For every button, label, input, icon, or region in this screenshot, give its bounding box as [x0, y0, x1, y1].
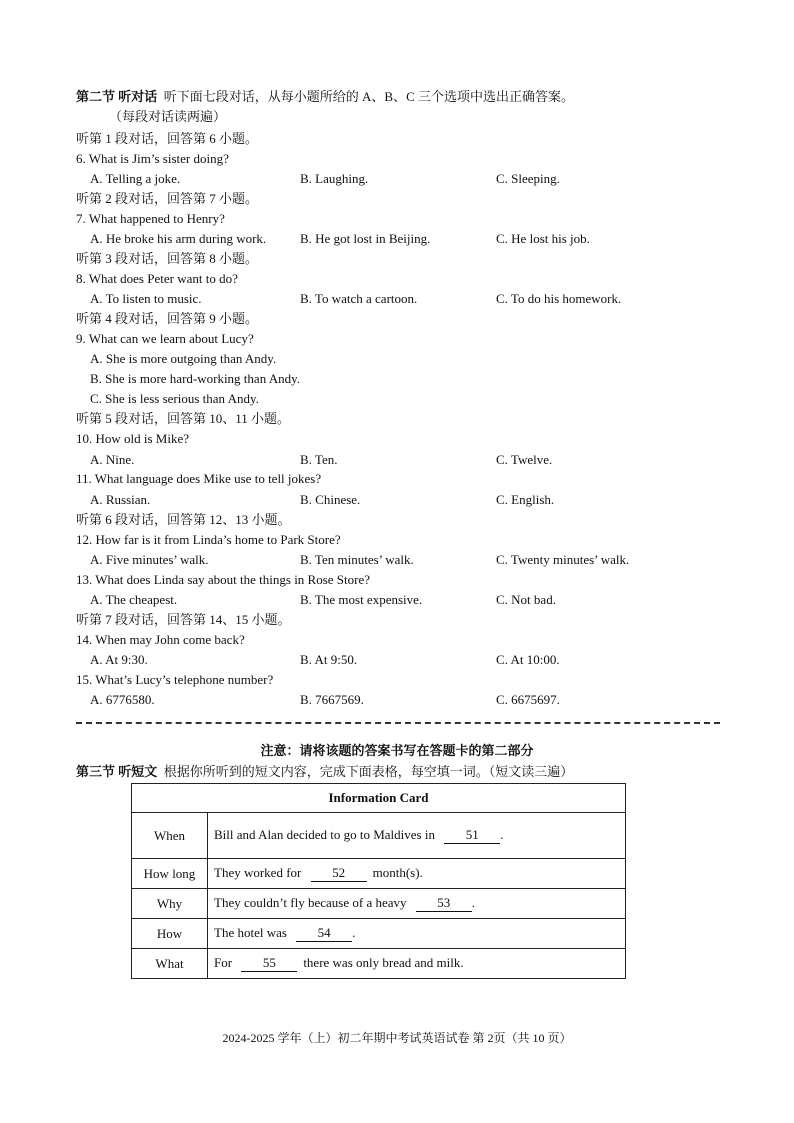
row-text-after: there was only bread and milk.: [303, 955, 464, 970]
row-content: [208, 859, 626, 889]
dashed-separator: [76, 722, 720, 724]
table-row: [132, 813, 626, 859]
section2-instruction: 听下面七段对话，从每小题所给的 A、B、C 三个选项中选出正确答案。: [163, 89, 574, 104]
section2-note: （每段对话读两遍）: [109, 109, 227, 124]
table-row: [132, 919, 626, 949]
table-header-row: [132, 784, 626, 813]
option-a: A. He broke his arm during work.: [90, 231, 267, 246]
page-footer: 2024-2025 学年（上）初二年期中考试英语试卷 第 2页（共 10 页）: [222, 1031, 572, 1045]
section3-header: [76, 764, 573, 780]
row-content: [208, 919, 626, 949]
option-b: B. The most expensive.: [300, 592, 423, 607]
option-b: B. Laughing.: [300, 171, 369, 186]
row-label: How: [132, 919, 208, 949]
row-label: What: [132, 949, 208, 979]
option-c: C. He lost his job.: [496, 231, 590, 246]
answer-blank-53[interactable]: [416, 895, 472, 912]
table-row: [132, 949, 626, 979]
question-stem: 6. What is Jim’s sister doing?: [76, 151, 229, 166]
answer-blank-52[interactable]: [311, 865, 367, 882]
blank-number: 54: [317, 925, 331, 940]
blank-number: 51: [465, 827, 479, 842]
row-text: They worked for: [214, 865, 302, 880]
option-c: C. Twenty minutes’ walk.: [496, 552, 630, 567]
dialogue-cue: 听第 4 段对话，回答第 9 小题。: [76, 311, 259, 326]
dialogue-cue: 听第 6 段对话，回答第 12、13 小题。: [76, 512, 291, 527]
row-content: [208, 949, 626, 979]
blank-number: 53: [437, 895, 451, 910]
question-stem: 7. What happened to Henry?: [76, 211, 225, 226]
option-c: C. To do his homework.: [496, 291, 622, 306]
row-text: For: [214, 955, 233, 970]
section2-header: [76, 89, 574, 105]
option-c: C. Twelve.: [496, 452, 553, 467]
section3-title: 第三节 听短文: [76, 764, 158, 779]
row-label: How long: [132, 859, 208, 889]
option-a: A. She is more outgoing than Andy.: [90, 351, 277, 366]
question-stem: 12. How far is it from Linda’s home to Park Store?: [76, 532, 341, 547]
table-row: [132, 889, 626, 919]
option-a: A. Five minutes’ walk.: [90, 552, 209, 567]
answer-blank-51[interactable]: [444, 827, 500, 844]
row-content: [208, 889, 626, 919]
row-text-after: .: [500, 827, 504, 842]
question-stem: 15. What’s Lucy’s telephone number?: [76, 672, 274, 687]
option-a: A. Russian.: [90, 492, 151, 507]
question-stem: 11. What language does Mike use to tell jokes?: [76, 471, 322, 486]
row-text-after: .: [471, 895, 476, 910]
row-text: Bill and Alan decided to go to Maldives in: [214, 827, 435, 842]
row-text-after: .: [352, 925, 356, 940]
question-stem: 10. How old is Mike?: [76, 431, 190, 446]
option-c: C. She is less serious than Andy.: [90, 391, 259, 406]
dialogue-cue: 听第 5 段对话，回答第 10、11 小题。: [76, 411, 291, 426]
dialogue-cue: 听第 3 段对话，回答第 8 小题。: [76, 251, 259, 266]
row-content: [208, 813, 626, 859]
card-title: Information Card: [132, 784, 626, 813]
answer-blank-55[interactable]: [241, 955, 297, 972]
option-a: A. Nine.: [90, 452, 135, 467]
dialogue-cue: 听第 1 段对话，回答第 6 小题。: [76, 131, 259, 146]
option-c: C. At 10:00.: [496, 652, 560, 667]
option-b: B. Ten.: [300, 452, 338, 467]
option-a: A. The cheapest.: [90, 592, 178, 607]
option-c: C. 6675697.: [496, 692, 560, 707]
option-b: B. He got lost in Beijing.: [300, 231, 431, 246]
information-card-table: [131, 783, 626, 979]
row-label: When: [132, 813, 208, 859]
answer-blank-54[interactable]: [296, 925, 352, 942]
option-b: B. At 9:50.: [300, 652, 358, 667]
section3-instruction: 根据你所听到的短文内容，完成下面表格，每空填一词。（短文读三遍）: [163, 764, 574, 779]
option-c: C. Sleeping.: [496, 171, 560, 186]
option-b: B. Ten minutes’ walk.: [300, 552, 414, 567]
dialogue-cue: 听第 2 段对话，回答第 7 小题。: [76, 191, 259, 206]
option-b: B. She is more hard-working than Andy.: [90, 371, 301, 386]
question-stem: 9. What can we learn about Lucy?: [76, 331, 254, 346]
answer-notice: 注意：请将该题的答案书写在答题卡的第二部分: [260, 743, 534, 758]
table-row: [132, 859, 626, 889]
option-c: C. English.: [496, 492, 555, 507]
row-label: Why: [132, 889, 208, 919]
dialogue-cue: 听第 7 段对话，回答第 14、15 小题。: [76, 612, 291, 627]
section2-title: 第二节 听对话: [76, 89, 158, 104]
option-c: C. Not bad.: [496, 592, 556, 607]
row-text: They couldn’t fly because of a heavy: [214, 895, 407, 910]
option-a: A. Telling a joke.: [90, 171, 181, 186]
blank-number: 52: [332, 865, 346, 880]
question-stem: 14. When may John come back?: [76, 632, 245, 647]
option-b: B. 7667569.: [300, 692, 364, 707]
option-b: B. To watch a cartoon.: [300, 291, 418, 306]
question-stem: 13. What does Linda say about the things in Rose Store?: [76, 572, 371, 587]
row-text-after: month(s).: [372, 865, 423, 880]
option-a: A. At 9:30.: [90, 652, 148, 667]
option-a: A. 6776580.: [90, 692, 155, 707]
row-text: The hotel was: [214, 925, 287, 940]
blank-number: 55: [262, 955, 276, 970]
option-b: B. Chinese.: [300, 492, 361, 507]
option-a: A. To listen to music.: [90, 291, 202, 306]
question-stem: 8. What does Peter want to do?: [76, 271, 238, 286]
